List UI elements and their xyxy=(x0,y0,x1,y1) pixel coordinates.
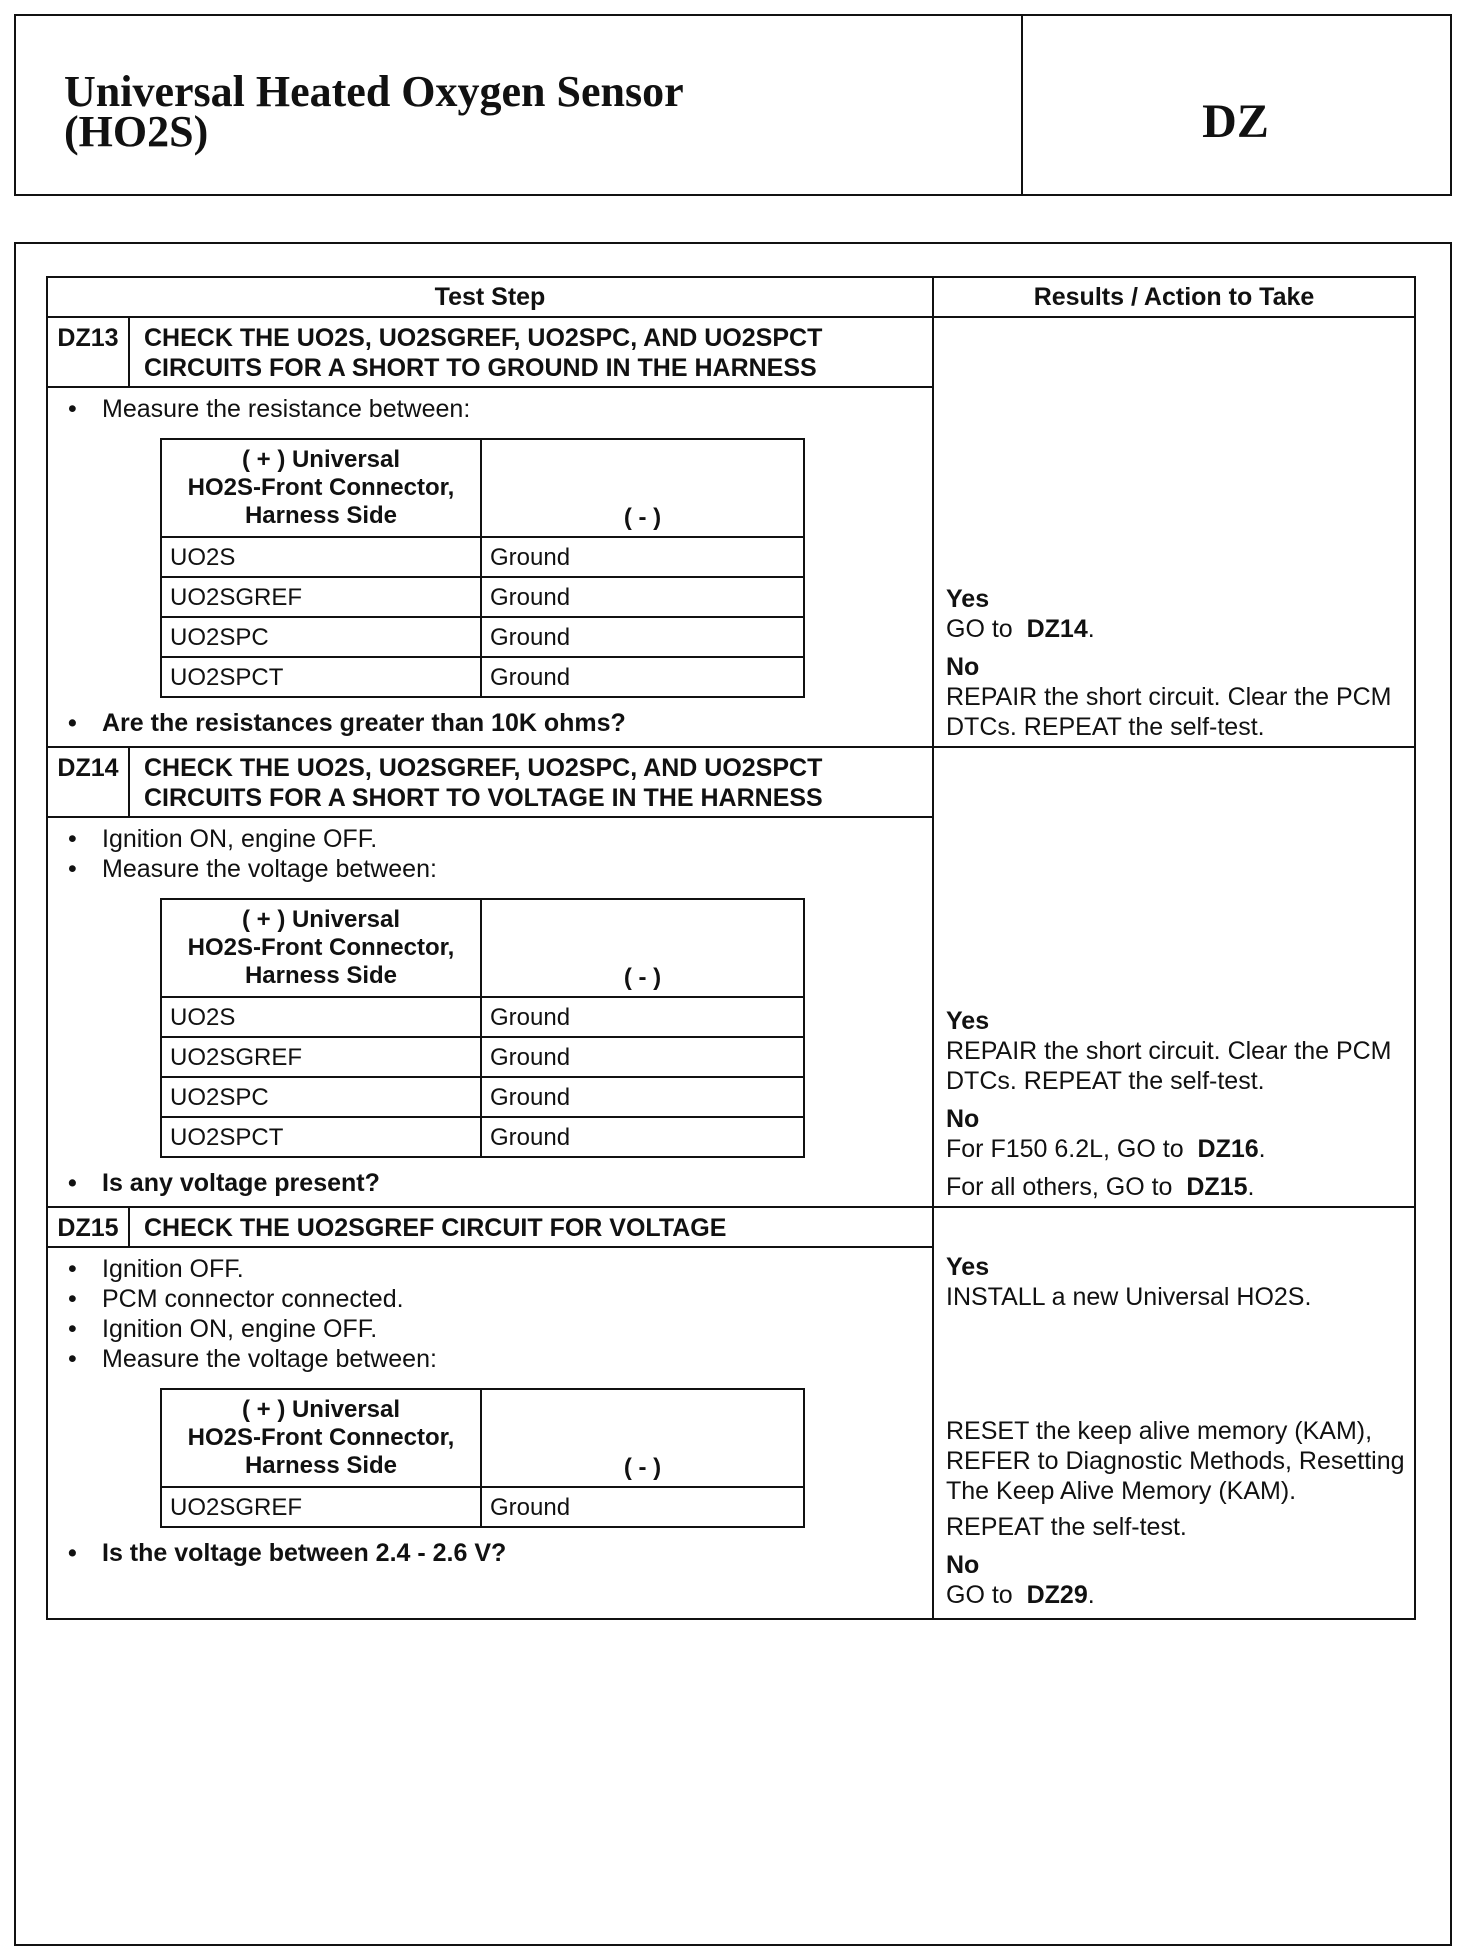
meas-plus: UO2S xyxy=(161,997,481,1037)
instruction-item: • Measure the voltage between: xyxy=(56,1344,932,1374)
no-label: No xyxy=(946,1551,980,1579)
step-question: • Is any voltage present? xyxy=(56,1168,932,1198)
meas-row xyxy=(161,1487,804,1527)
instruction-item: • Measure the voltage between: xyxy=(56,854,932,884)
meas-header-plus-line2: HO2S-Front Connector, xyxy=(187,1424,455,1451)
measurement-table xyxy=(160,438,805,698)
yes-text: INSTALL a new Universal HO2S. xyxy=(946,1283,1312,1311)
question-list xyxy=(56,1538,932,1568)
meas-header-plus-line2: HO2S-Front Connector, xyxy=(187,934,455,961)
no-text: For F150 6.2L, GO to xyxy=(946,1135,1184,1163)
goto-ref: DZ29 xyxy=(1026,1581,1088,1609)
result-no: No GO to DZ29. xyxy=(946,1550,1406,1610)
meas-header-plus-line1: ( + ) Universal xyxy=(241,1396,401,1423)
step-title-row xyxy=(47,317,1415,387)
yes-label: Yes xyxy=(946,1253,990,1281)
results-cell xyxy=(933,1207,1415,1619)
step-id: DZ14 xyxy=(47,747,129,817)
results-cell xyxy=(933,747,1415,1207)
meas-minus: Ground xyxy=(481,617,804,657)
no-text: For all others, GO to xyxy=(946,1173,1173,1201)
meas-row xyxy=(161,997,804,1037)
step-title: CHECK THE UO2SGREF CIRCUIT FOR VOLTAGE xyxy=(129,1207,933,1247)
meas-header-plus xyxy=(161,1389,481,1487)
meas-plus: UO2SPC xyxy=(161,617,481,657)
question-list xyxy=(56,708,932,738)
repeat-instruction: REPEAT the self-test. xyxy=(946,1513,1187,1541)
no-text: REPAIR the short circuit. Clear the PCM DTCs. REPEAT the self-test. xyxy=(946,683,1392,741)
step-title-row xyxy=(47,747,1415,817)
meas-minus: Ground xyxy=(481,657,804,697)
meas-plus: UO2SGREF xyxy=(161,577,481,617)
meas-row xyxy=(161,577,804,617)
meas-row xyxy=(161,537,804,577)
meas-row xyxy=(161,1077,804,1117)
yes-label: Yes xyxy=(946,585,990,613)
meas-minus: Ground xyxy=(481,537,804,577)
meas-plus: UO2SPCT xyxy=(161,1117,481,1157)
step-id: DZ15 xyxy=(47,1207,129,1247)
meas-plus: UO2S xyxy=(161,537,481,577)
instruction-item: • Ignition ON, engine OFF. xyxy=(56,1314,932,1344)
no-label: No xyxy=(946,653,980,681)
instruction-item: • PCM connector connected. xyxy=(56,1284,932,1314)
meas-header-plus-line2: HO2S-Front Connector, xyxy=(187,474,455,501)
results-cell xyxy=(933,317,1415,747)
meas-row xyxy=(161,617,804,657)
yes-text: GO to xyxy=(946,615,1013,643)
instruction-list xyxy=(56,824,932,884)
meas-header-minus: ( - ) xyxy=(481,899,804,997)
page-title-line2: (HO2S) xyxy=(64,107,209,156)
goto-ref: DZ14 xyxy=(1026,615,1088,643)
meas-header-plus xyxy=(161,899,481,997)
result-yes xyxy=(946,1252,1406,1312)
meas-header-plus-line3: Harness Side xyxy=(244,962,398,989)
meas-plus: UO2SGREF xyxy=(161,1487,481,1527)
measurement-table xyxy=(160,898,805,1158)
result-yes: Yes GO to DZ14. xyxy=(946,584,1406,644)
step-title-row xyxy=(47,1207,1415,1247)
step-body xyxy=(47,817,933,1207)
meas-plus: UO2SPCT xyxy=(161,657,481,697)
meas-header-plus-line3: Harness Side xyxy=(244,502,398,529)
meas-row xyxy=(161,1037,804,1077)
meas-plus: UO2SGREF xyxy=(161,1037,481,1077)
section-code: DZ xyxy=(1202,95,1269,148)
goto-ref: DZ15 xyxy=(1186,1173,1248,1201)
page-title-line1: Universal Heated Oxygen Sensor xyxy=(64,67,684,116)
col-header-results: Results / Action to Take xyxy=(933,277,1415,317)
col-header-test-step: Test Step xyxy=(47,277,933,317)
meas-minus: Ground xyxy=(481,577,804,617)
instruction-list xyxy=(56,394,932,424)
meas-header-plus-line1: ( + ) Universal xyxy=(241,446,401,473)
instruction-item: • Ignition OFF. xyxy=(56,1254,932,1284)
step-title: CHECK THE UO2S, UO2SGREF, UO2SPC, AND UO2SPCT CIRCUITS FOR A SHORT TO GROUND IN THE HARNESS xyxy=(129,317,933,387)
yes-label: Yes xyxy=(946,1007,990,1035)
goto-ref: DZ16 xyxy=(1197,1135,1259,1163)
meas-row xyxy=(161,657,804,697)
step-body xyxy=(47,1247,933,1619)
result-no xyxy=(946,652,1406,742)
meas-minus: Ground xyxy=(481,1077,804,1117)
no-label: No xyxy=(946,1105,980,1133)
step-id: DZ13 xyxy=(47,317,129,387)
step-question: • Are the resistances greater than 10K ohms? xyxy=(56,708,932,738)
test-step-table xyxy=(46,276,1416,1620)
step-question: • Is the voltage between 2.4 - 2.6 V? xyxy=(56,1538,932,1568)
result-yes xyxy=(946,1006,1406,1096)
meas-header-plus xyxy=(161,439,481,537)
step-title: CHECK THE UO2S, UO2SGREF, UO2SPC, AND UO2SPCT CIRCUITS FOR A SHORT TO VOLTAGE IN THE HARNESS xyxy=(129,747,933,817)
instruction-item: • Measure the resistance between: xyxy=(56,394,932,424)
question-list xyxy=(56,1168,932,1198)
instruction-list xyxy=(56,1254,932,1374)
yes-text: REPAIR the short circuit. Clear the PCM DTCs. REPEAT the self-test. xyxy=(946,1037,1392,1095)
meas-header-plus-line3: Harness Side xyxy=(244,1452,398,1479)
meas-header-minus: ( - ) xyxy=(481,1389,804,1487)
meas-row xyxy=(161,1117,804,1157)
meas-header-minus: ( - ) xyxy=(481,439,804,537)
reset-instruction: RESET the keep alive memory (KAM), REFER to Diagnostic Methods, Resetting The Keep Alive Memory (KAM). xyxy=(946,1417,1405,1505)
step-body xyxy=(47,387,933,747)
page-header xyxy=(14,14,1452,196)
instruction-item: • Ignition ON, engine OFF. xyxy=(56,824,932,854)
meas-minus: Ground xyxy=(481,1037,804,1077)
meas-minus: Ground xyxy=(481,997,804,1037)
meas-minus: Ground xyxy=(481,1487,804,1527)
no-text: GO to xyxy=(946,1581,1013,1609)
meas-plus: UO2SPC xyxy=(161,1077,481,1117)
measurement-table xyxy=(160,1388,805,1528)
meas-minus: Ground xyxy=(481,1117,804,1157)
result-no: No For F150 6.2L, GO to DZ16. For all others, GO to DZ15. xyxy=(946,1104,1406,1202)
meas-header-plus-line1: ( + ) Universal xyxy=(241,906,401,933)
page-title xyxy=(64,67,684,156)
